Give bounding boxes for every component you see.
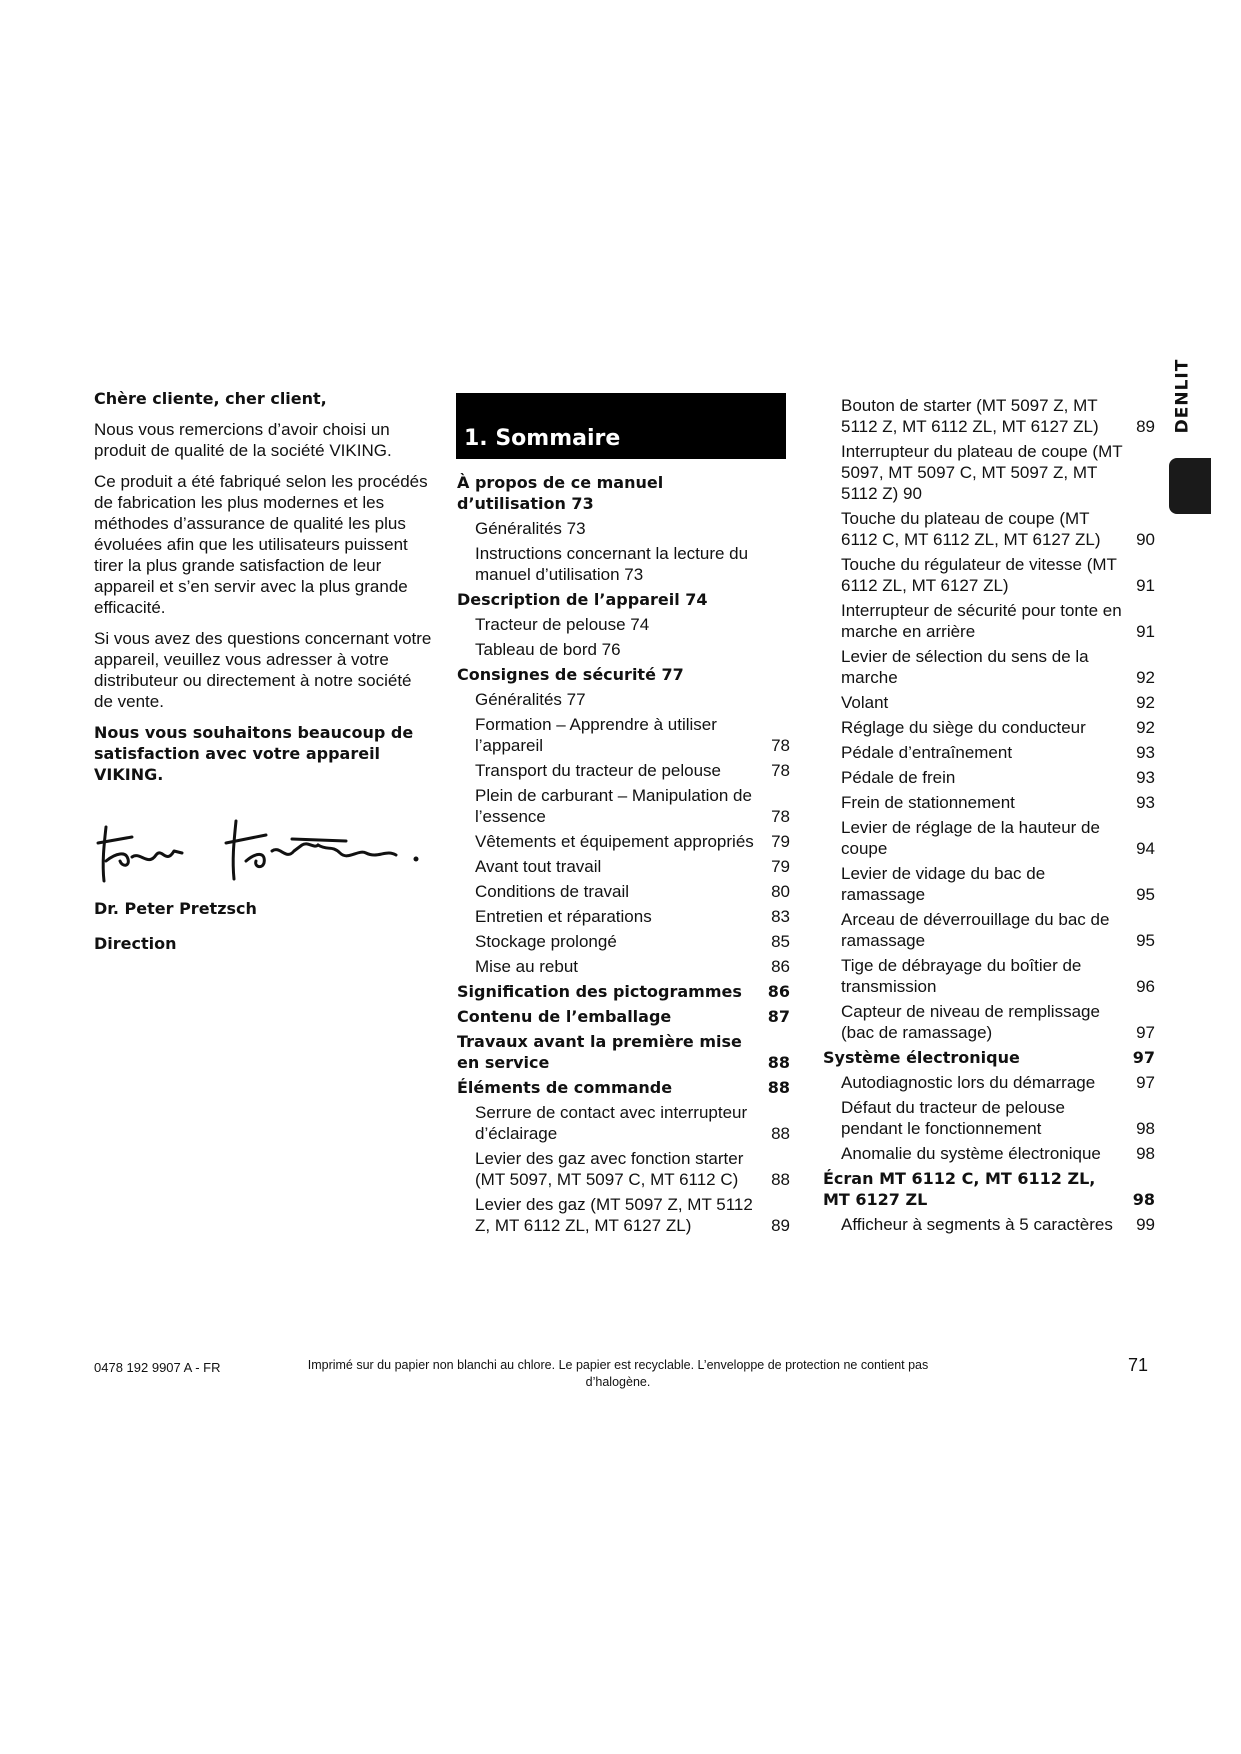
toc-entry-subsection [823,441,1155,504]
toc-entry-title: Plein de carburant – Manipulation de l’essence [475,786,752,826]
toc-entry-page: 98 [1136,1119,1155,1138]
toc-entry-title: Levier de réglage de la hauteur de coupe [841,818,1100,858]
handwritten-signature [96,815,426,885]
toc-entry-title: Écran MT 6112 C, MT 6112 ZL, MT 6127 ZL [823,1169,1096,1209]
toc-entry-subsection [823,1214,1155,1235]
toc-entry-page: 88 [767,1053,790,1072]
toc-entry-section [823,1047,1155,1068]
toc-entry-subsection [457,831,790,852]
toc-entry-title: Tableau de bord 76 [475,640,621,659]
toc-entry-title: Levier des gaz avec fonction starter (MT 5097, MT 5097 C, MT 6112 C) [475,1149,744,1189]
toc-entry-subsection [457,956,790,977]
toc-entry-subsection [457,518,790,539]
toc-entry-title: Conditions de travail [475,882,630,901]
page-number: 71 [1128,1355,1149,1375]
toc-entry-title: Signification des pictogrammes [457,982,742,1001]
toc-entry-page: 90 [1136,530,1155,549]
toc-entry-page: 80 [771,882,790,901]
toc-entry-page: 93 [1136,768,1155,787]
toc-entry-title: Touche du régulateur de vitesse (MT 6112 ZL, MT 6127 ZL) [841,555,1117,595]
toc-entry-page: 98 [1136,1144,1155,1163]
toc-entry-page: 97 [1132,1048,1155,1067]
toc-entry-section [457,1006,790,1027]
toc-entry-title: Capteur de niveau de remplissage (bac de ramassage) [841,1002,1100,1042]
toc-entry-page: 88 [771,1170,790,1189]
letter-paragraph: Nous vous remercions d’avoir choisi un produit de qualité de la société VIKING. [94,420,392,460]
toc-entry-page: 87 [767,1007,790,1026]
toc-entry-title: Avant tout travail [475,857,602,876]
document-code: 0478 192 9907 A - FR [94,1360,221,1375]
toc-entry-subsection [823,395,1155,437]
toc-heading-bar [456,393,786,459]
toc-entry-section [823,1168,1155,1210]
toc-entry-title: Généralités 73 [475,519,586,538]
toc-entry-title: Entretien et réparations [475,907,652,926]
toc-entry-title: Levier de vidage du bac de ramassage [841,864,1046,904]
toc-entry-subsection [823,863,1155,905]
language-tab-label: DENLIT [1172,358,1193,434]
toc-heading: 1. Sommaire [464,426,621,451]
toc-entry-page: 78 [771,736,790,755]
toc-entry-subsection [823,600,1155,642]
toc-entry-title: Défaut du tracteur de pelouse pendant le fonctionnement [841,1098,1065,1138]
toc-entry-title: Stockage prolongé [475,932,617,951]
toc-entry-page: 91 [1136,576,1155,595]
toc-entry-title: Vêtements et équipement appropriés [475,832,754,851]
toc-entry-subsection [823,1072,1155,1093]
toc-entry-subsection [823,646,1155,688]
toc-entry-subsection [823,1097,1155,1139]
toc-entry-title: Pédale d’entraînement [841,743,1013,762]
toc-entry-title: Serrure de contact avec interrupteur d’éclairage [475,1103,748,1143]
toc-entry-title: Contenu de l’emballage [457,1007,672,1026]
toc-entry-subsection [457,714,790,756]
toc-entry-page: 95 [1136,931,1155,950]
letter-paragraph: Si vous avez des questions concernant votre appareil, veuillez vous adresser à votre distributeur ou directement à notre société de vente. [94,629,432,711]
toc-entry-page: 88 [771,1124,790,1143]
toc-entry-title: Tige de débrayage du boîtier de transmission [841,956,1082,996]
toc-entry-subsection [457,760,790,781]
toc-entry-subsection [457,931,790,952]
toc-entry-subsection [457,689,790,710]
toc-entry-page: 98 [1132,1190,1155,1209]
toc-entry-page: 92 [1136,718,1155,737]
toc-entry-page: 95 [1136,885,1155,904]
toc-entry-title: Levier de sélection du sens de la marche [841,647,1089,687]
toc-entry-title: Pédale de frein [841,768,956,787]
toc-entry-page: 89 [1136,417,1155,436]
toc-entry-page: 91 [1136,622,1155,641]
toc-entry-title: Afficheur à segments à 5 caractères [841,1215,1113,1234]
toc-entry-page: 93 [1136,743,1155,762]
toc-entry-section [457,1031,790,1073]
toc-entry-subsection [823,792,1155,813]
toc-entry-title: Arceau de déverrouillage du bac de ramassage [841,910,1110,950]
toc-entry-subsection [823,554,1155,596]
toc-entry-section [457,472,790,514]
toc-entry-section [457,981,790,1002]
toc-entry-page: 79 [771,832,790,851]
toc-entry-page: 88 [767,1078,790,1097]
toc-entry-subsection [457,1194,790,1236]
toc-entry-title: Formation – Apprendre à utiliser l’appareil [475,715,717,755]
toc-entry-title: Consignes de sécurité 77 [457,665,684,684]
toc-column-middle [457,472,790,1240]
toc-entry-section [457,664,790,685]
toc-entry-page: 86 [767,982,790,1001]
toc-entry-subsection [823,817,1155,859]
toc-entry-subsection [823,692,1155,713]
toc-entry-subsection [457,1148,790,1190]
toc-entry-title: Anomalie du système électronique [841,1144,1101,1163]
toc-column-right [823,395,1155,1239]
letter-paragraph: Ce produit a été fabriqué selon les procédés de fabrication les plus modernes et les méthodes d’assurance de qualité les plus évoluées afin que les utilisateurs puissent tirer la plus grande satisfaction de leur appareil et s’en servir avec la plus grande efficacité. [94,472,428,617]
toc-entry-subsection [457,881,790,902]
toc-entry-title: Interrupteur de sécurité pour tonte en marche en arrière [841,601,1122,641]
toc-entry-subsection [457,906,790,927]
toc-entry-page: 96 [1136,977,1155,996]
toc-entry-title: Réglage du siège du conducteur [841,718,1086,737]
toc-entry-title: Tracteur de pelouse 74 [475,615,650,634]
toc-entry-page: 78 [771,761,790,780]
toc-entry-title: Autodiagnostic lors du démarrage [841,1073,1096,1092]
toc-entry-title: Instructions concernant la lecture du manuel d’utilisation 73 [475,544,749,584]
toc-entry-title: Volant [841,693,889,712]
toc-entry-title: Travaux avant la première mise en service [457,1032,742,1072]
toc-entry-title: Touche du plateau de coupe (MT 6112 C, MT 6112 ZL, MT 6127 ZL) [841,509,1101,549]
toc-entry-subsection [823,742,1155,763]
toc-entry-title: Interrupteur du plateau de coupe (MT 5097, MT 5097 C, MT 5097 Z, MT 5112 Z) 90 [841,442,1123,503]
signature-name: Dr. Peter Pretzsch [94,899,257,918]
toc-entry-title: Bouton de starter (MT 5097 Z, MT 5112 Z, MT 6112 ZL, MT 6127 ZL) [841,396,1099,436]
toc-entry-subsection [457,856,790,877]
toc-entry-section [457,1077,790,1098]
toc-entry-title: Mise au rebut [475,957,578,976]
language-tab [1169,358,1197,434]
welcome-letter [94,388,434,795]
toc-entry-page: 86 [771,957,790,976]
toc-entry-page: 94 [1136,839,1155,858]
toc-entry-page: 92 [1136,668,1155,687]
toc-entry-subsection [457,785,790,827]
toc-entry-subsection [823,767,1155,788]
letter-closing: Nous vous souhaitons beaucoup de satisfaction avec votre appareil VIKING. [94,723,414,784]
toc-entry-subsection [823,955,1155,997]
toc-entry-title: Transport du tracteur de pelouse [475,761,722,780]
letter-greeting: Chère cliente, cher client, [94,389,327,408]
toc-entry-subsection [457,614,790,635]
toc-entry-section [457,589,790,610]
toc-entry-page: 89 [771,1216,790,1235]
toc-entry-subsection [457,1102,790,1144]
toc-entry-page: 92 [1136,693,1155,712]
toc-entry-page: 97 [1136,1023,1155,1042]
toc-entry-page: 97 [1136,1073,1155,1092]
toc-entry-page: 79 [771,857,790,876]
toc-entry-page: 83 [771,907,790,926]
paper-note: Imprimé sur du papier non blanchi au chlore. Le papier est recyclable. L’enveloppe de protection ne contient pas d’halogène. [307,1358,929,1389]
toc-entry-title: Description de l’appareil 74 [457,590,708,609]
signature-role: Direction [94,934,177,953]
toc-entry-subsection [823,1143,1155,1164]
toc-entry-subsection [823,508,1155,550]
toc-entry-page: 85 [771,932,790,951]
toc-entry-title: Système électronique [823,1048,1020,1067]
toc-entry-title: Généralités 77 [475,690,586,709]
section-marker-tab [1169,458,1211,514]
toc-entry-title: Frein de stationnement [841,793,1015,812]
toc-entry-subsection [457,543,790,585]
toc-entry-title: Éléments de commande [457,1078,673,1097]
toc-entry-subsection [457,639,790,660]
toc-entry-page: 93 [1136,793,1155,812]
toc-entry-subsection [823,909,1155,951]
toc-entry-subsection [823,717,1155,738]
toc-entry-page: 99 [1136,1215,1155,1234]
toc-entry-title: À propos de ce manuel d’utilisation 73 [457,473,664,513]
toc-entry-subsection [823,1001,1155,1043]
toc-entry-title: Levier des gaz (MT 5097 Z, MT 5112 Z, MT 6112 ZL, MT 6127 ZL) [475,1195,753,1235]
toc-entry-page: 78 [771,807,790,826]
